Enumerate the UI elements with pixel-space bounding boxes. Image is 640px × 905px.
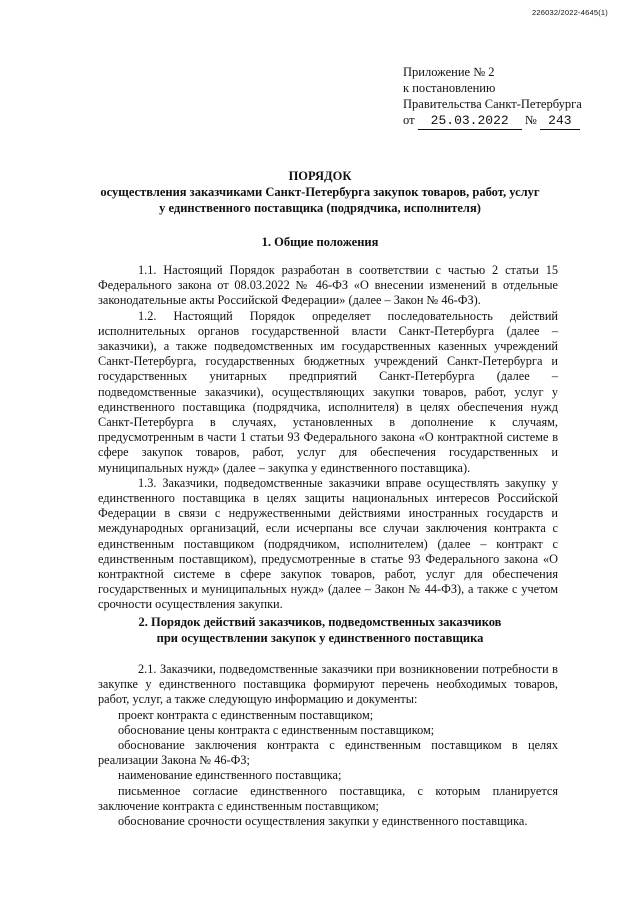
section-2-body: [98, 662, 558, 829]
paragraph-1-1: 1.1. Настоящий Порядок разработан в соответствии с частью 2 статьи 15 Федерального закона от 08.03.2022 № 46-ФЗ «О внесении изменений в отдельные законодательные акты Российской Федерации» (далее – Закон № 46-ФЗ).: [98, 263, 558, 308]
list-item: обоснование цены контракта с единственным поставщиком;: [118, 722, 435, 737]
paragraph-1-3: 1.3. Заказчики, подведомственные заказчики вправе осуществлять закупку у единственного поставщика в целях защиты национальных интересов Российской Федерации в связи с недружественными действиями иностранных государств и международных организаций, если исчерпаны все случаи заключения контракта с единственным поставщиком (подрядчиком, исполнителем) (далее – контракт с единственным поставщиком), предусмотренные в статье 93 Федерального закона «О контрактной системе в сфере закупок товаров, работ, услуг для обеспечения государственных и муниципальных нужд» (далее – Закон № 44-ФЗ), а также с учетом срочности осуществления закупки.: [98, 475, 558, 612]
section-1-body: [98, 263, 558, 613]
section-2-heading: [0, 614, 640, 646]
number-label: №: [524, 113, 537, 127]
section-1-heading: 1. Общие положения: [261, 235, 379, 249]
annex-line-3: Правительства Санкт-Петербурга: [403, 97, 582, 111]
list-item: наименование единственного поставщика;: [118, 768, 342, 783]
resolution-date: 25.03.2022: [418, 113, 522, 130]
title-heading: ПОРЯДОК: [288, 169, 352, 183]
paragraph-1-2: 1.2. Настоящий Порядок определяет последовательность действий исполнительных органов государственной власти Санкт-Петербурга (далее – заказчики), а также подведомственных им государственных казенных учреждений Санкт-Петербурга, государственных бюджетных учреждений Санкт-Петербурга и государственных унитарных предприятий Санкт-Петербурга (далее – подведомственные заказчики), осуществляющих закупки товаров, работ, услуг у единственного поставщика (подрядчика, исполнителя) в целях обеспечения нужд Санкт-Петербурга в случаях, установленных в дополнение к случаям, предусмотренным в части 1 статьи 93 Федерального закона «О контрактной системе в сфере закупок товаров, работ, услуг для обеспечения государственных и муниципальных нужд» (далее – закупка у единственного поставщика).: [98, 308, 558, 475]
section-2-heading-line-2: при осуществлении закупок у единственного поставщика: [156, 631, 484, 645]
from-label: от: [403, 113, 415, 127]
annex-line-2: к постановлению: [403, 81, 496, 95]
resolution-number: 243: [540, 113, 580, 130]
registration-number: 226032/2022-4645(1): [532, 8, 608, 17]
list-item: обоснование заключения контракта с единственным поставщиком в целях реализации Закона № 46-ФЗ;: [98, 738, 558, 768]
title-line-1: осуществления заказчиками Санкт-Петербурга закупок товаров, работ, услуг: [100, 185, 540, 199]
document-title: [0, 168, 640, 216]
list-item: письменное согласие единственного поставщика, с которым планируется заключение контракта с единственным поставщиком;: [98, 783, 558, 813]
section-2-heading-line-1: 2. Порядок действий заказчиков, подведомственных заказчиков: [138, 615, 502, 629]
list-item: обоснование срочности осуществления закупки у единственного поставщика.: [118, 814, 528, 829]
paragraph-2-1: 2.1. Заказчики, подведомственные заказчики при возникновении потребности в закупке у единственного поставщика формируют перечень необходимых товаров, работ, услуг, а также следующую информацию и документы:: [98, 662, 558, 707]
annex-block: [403, 64, 582, 130]
title-line-2: у единственного поставщика (подрядчика, исполнителя): [159, 201, 481, 215]
list-item: проект контракта с единственным поставщиком;: [118, 707, 374, 722]
annex-line-1: Приложение № 2: [403, 65, 495, 79]
annex-date-line: [403, 112, 582, 130]
